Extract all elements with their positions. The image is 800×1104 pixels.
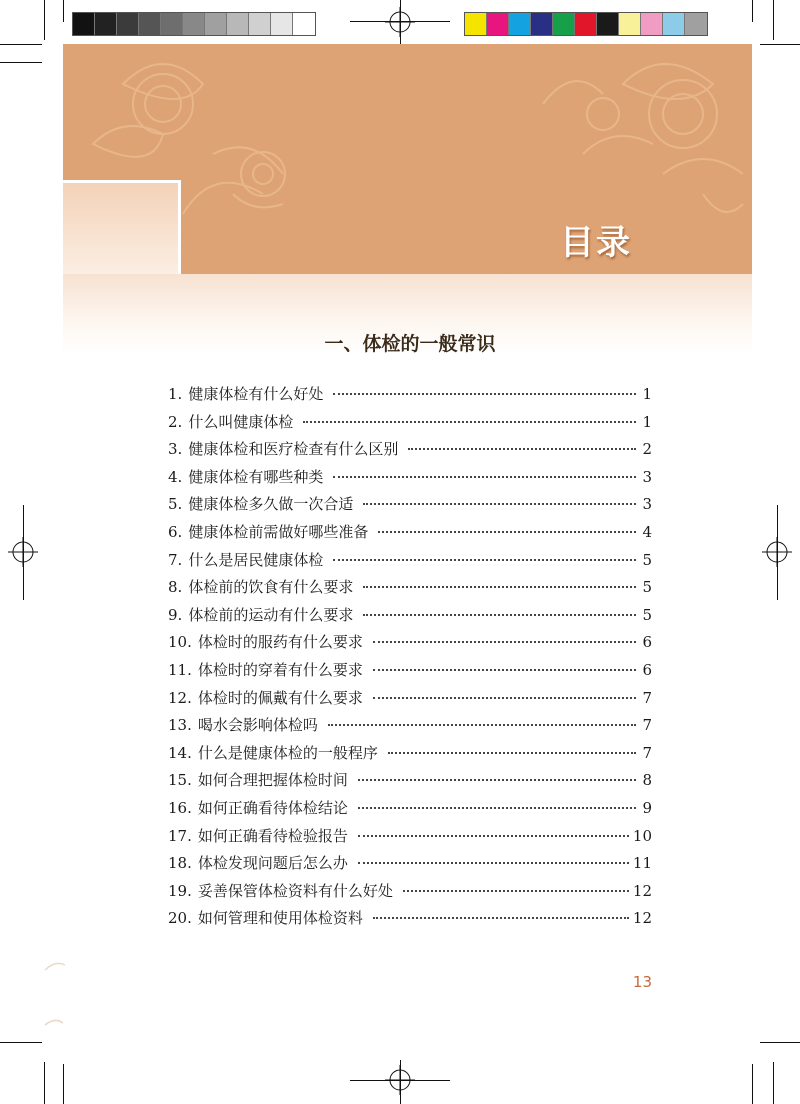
toc-leader-dots [333, 392, 636, 395]
toc-entry-page: 12 [632, 881, 652, 900]
toc-entry[interactable] [168, 742, 652, 770]
crop-mark [773, 0, 774, 40]
crop-mark [0, 44, 42, 45]
toc-entry-page: 11 [632, 854, 652, 873]
leaf-decoration-icon [40, 955, 70, 1035]
toc-entry-title: 健康体检多久做一次合适 [188, 495, 354, 514]
toc-entry-title: 体检时的佩戴有什么要求 [197, 688, 363, 707]
calibration-swatch [271, 13, 293, 35]
toc-entry-page: 1 [642, 385, 652, 403]
crop-mark [0, 1042, 42, 1043]
toc-leader-dots [388, 751, 636, 754]
toc-entry[interactable] [168, 383, 652, 411]
calibration-swatch [249, 13, 271, 35]
toc-leader-dots [303, 420, 636, 423]
section-heading-text: 一、体检的一般常识 [324, 333, 496, 355]
crop-mark [0, 62, 42, 63]
toc-entry-title: 体检时的穿着有什么要求 [197, 660, 363, 679]
toc-leader-dots [403, 889, 629, 892]
crop-mark [350, 1080, 450, 1081]
toc-entry[interactable] [168, 687, 652, 715]
toc-entry[interactable] [168, 631, 652, 659]
toc-entry-page: 5 [642, 550, 652, 569]
toc-leader-dots [373, 916, 629, 919]
toc-leader-dots [358, 806, 636, 809]
toc-entry-page: 1 [642, 412, 652, 431]
toc-entry[interactable] [168, 825, 652, 853]
section-heading [0, 329, 800, 356]
crop-mark [63, 1064, 64, 1104]
calibration-swatch [619, 13, 641, 35]
crop-mark [777, 505, 778, 600]
toc-entry-number: 10. [168, 633, 192, 652]
crop-mark [752, 0, 753, 22]
calibration-swatch [227, 13, 249, 35]
toc-leader-dots [333, 558, 636, 561]
table-of-contents [168, 383, 652, 935]
toc-entry-page: 9 [642, 798, 652, 817]
toc-entry-number: 8. [168, 578, 183, 597]
crop-mark [400, 0, 401, 44]
toc-entry[interactable] [168, 493, 652, 521]
calibration-swatch [487, 13, 509, 35]
calibration-swatch [205, 13, 227, 35]
toc-entry-page: 7 [642, 716, 652, 735]
toc-entry-title: 喝水会影响体检吗 [197, 716, 318, 735]
toc-entry-page: 7 [642, 688, 652, 707]
toc-entry-number: 20. [168, 909, 192, 928]
toc-entry-title: 如何正确看待检验报告 [197, 826, 348, 845]
toc-leader-dots [408, 447, 636, 450]
toc-leader-dots [328, 723, 636, 726]
toc-entry-number: 1. [168, 385, 183, 403]
toc-entry[interactable] [168, 880, 652, 908]
calibration-swatch [117, 13, 139, 35]
toc-entry[interactable] [168, 549, 652, 577]
toc-entry-number: 6. [168, 522, 183, 541]
toc-entry[interactable] [168, 576, 652, 604]
color-calibration-bar [464, 12, 708, 36]
toc-entry-page: 8 [642, 771, 652, 790]
crop-mark [23, 505, 24, 600]
toc-leader-dots [333, 475, 636, 478]
toc-leader-dots [363, 585, 636, 588]
toc-entry-page: 6 [642, 660, 652, 679]
toc-entry-title: 如何管理和使用体检资料 [197, 909, 363, 928]
crop-mark [752, 1064, 753, 1104]
grayscale-calibration-bar [72, 12, 316, 36]
toc-entry-page: 3 [642, 467, 652, 486]
calibration-swatch [553, 13, 575, 35]
calibration-swatch [465, 13, 487, 35]
crop-mark [63, 0, 64, 22]
toc-entry-title: 妥善保管体检资料有什么好处 [197, 881, 393, 900]
toc-entry[interactable] [168, 907, 652, 935]
toc-entry[interactable] [168, 411, 652, 439]
toc-entry-number: 5. [168, 495, 183, 514]
toc-entry-page: 10 [632, 826, 652, 845]
crop-mark [44, 1062, 45, 1104]
toc-entry-title: 什么叫健康体检 [188, 412, 294, 431]
toc-entry-title: 什么是健康体检的一般程序 [197, 743, 378, 762]
calibration-swatch [641, 13, 663, 35]
toc-entry-page: 12 [632, 909, 652, 928]
toc-leader-dots [373, 668, 636, 671]
toc-entry-page: 4 [642, 522, 652, 541]
toc-entry-title: 健康体检有哪些种类 [188, 467, 324, 486]
toc-leader-dots [358, 834, 629, 837]
toc-entry-number: 19. [168, 881, 192, 900]
calibration-swatch [663, 13, 685, 35]
toc-entry[interactable] [168, 521, 652, 549]
toc-entry-page: 7 [642, 743, 652, 762]
toc-entry-number: 17. [168, 826, 192, 845]
toc-entry-title: 体检前的饮食有什么要求 [188, 578, 354, 597]
crop-mark [760, 44, 800, 45]
page-title: 目录 [560, 223, 632, 263]
toc-entry-number: 11. [168, 660, 192, 679]
calibration-swatch [73, 13, 95, 35]
toc-entry-title: 如何正确看待体检结论 [197, 798, 348, 817]
toc-entry-page: 5 [642, 578, 652, 597]
toc-entry-number: 18. [168, 854, 192, 873]
toc-entry-number: 13. [168, 716, 192, 735]
calibration-swatch [293, 13, 315, 35]
toc-leader-dots [363, 613, 636, 616]
toc-entry-title: 健康体检有什么好处 [188, 385, 324, 403]
calibration-swatch [509, 13, 531, 35]
calibration-swatch [531, 13, 553, 35]
toc-entry-title: 如何合理把握体检时间 [197, 771, 348, 790]
toc-entry-title: 体检时的服药有什么要求 [197, 633, 363, 652]
calibration-swatch [139, 13, 161, 35]
toc-entry-page: 2 [642, 440, 652, 459]
calibration-swatch [95, 13, 117, 35]
toc-entry-title: 体检发现问题后怎么办 [197, 854, 348, 873]
toc-entry-number: 4. [168, 467, 183, 486]
crop-mark [400, 1060, 401, 1104]
crop-mark [350, 21, 450, 22]
toc-entry[interactable] [168, 797, 652, 825]
toc-entry-number: 3. [168, 440, 183, 459]
calibration-swatch [161, 13, 183, 35]
toc-entry[interactable] [168, 466, 652, 494]
toc-entry[interactable] [168, 438, 652, 466]
toc-entry-number: 7. [168, 550, 183, 569]
toc-entry-title: 健康体检前需做好哪些准备 [188, 522, 369, 541]
toc-entry-page: 3 [642, 495, 652, 514]
toc-entry-title: 健康体检和医疗检查有什么区别 [188, 440, 399, 459]
toc-leader-dots [363, 502, 636, 505]
calibration-swatch [183, 13, 205, 35]
toc-entry-number: 16. [168, 798, 192, 817]
toc-entry[interactable] [168, 659, 652, 687]
toc-entry[interactable] [168, 852, 652, 880]
toc-leader-dots [373, 696, 636, 699]
toc-entry-number: 2. [168, 412, 183, 431]
toc-entry-number: 14. [168, 743, 192, 762]
toc-leader-dots [358, 861, 629, 864]
calibration-swatch [575, 13, 597, 35]
toc-entry[interactable] [168, 714, 652, 742]
toc-entry-number: 9. [168, 605, 183, 624]
page-number: 13 [632, 973, 652, 991]
banner-inset-panel [63, 180, 181, 274]
toc-entry-number: 15. [168, 771, 192, 790]
calibration-swatch [597, 13, 619, 35]
toc-entry-page: 5 [642, 605, 652, 624]
toc-entry-title: 体检前的运动有什么要求 [188, 605, 354, 624]
toc-leader-dots [358, 778, 636, 781]
crop-mark [773, 1062, 774, 1104]
toc-entry[interactable] [168, 769, 652, 797]
calibration-swatch [685, 13, 707, 35]
toc-entry[interactable] [168, 604, 652, 632]
toc-entry-title: 什么是居民健康体检 [188, 550, 324, 569]
toc-entry-number: 12. [168, 688, 192, 707]
crop-mark [44, 0, 45, 40]
toc-entry-page: 6 [642, 633, 652, 652]
toc-leader-dots [373, 640, 636, 643]
crop-mark [760, 1042, 800, 1043]
toc-leader-dots [378, 530, 636, 533]
